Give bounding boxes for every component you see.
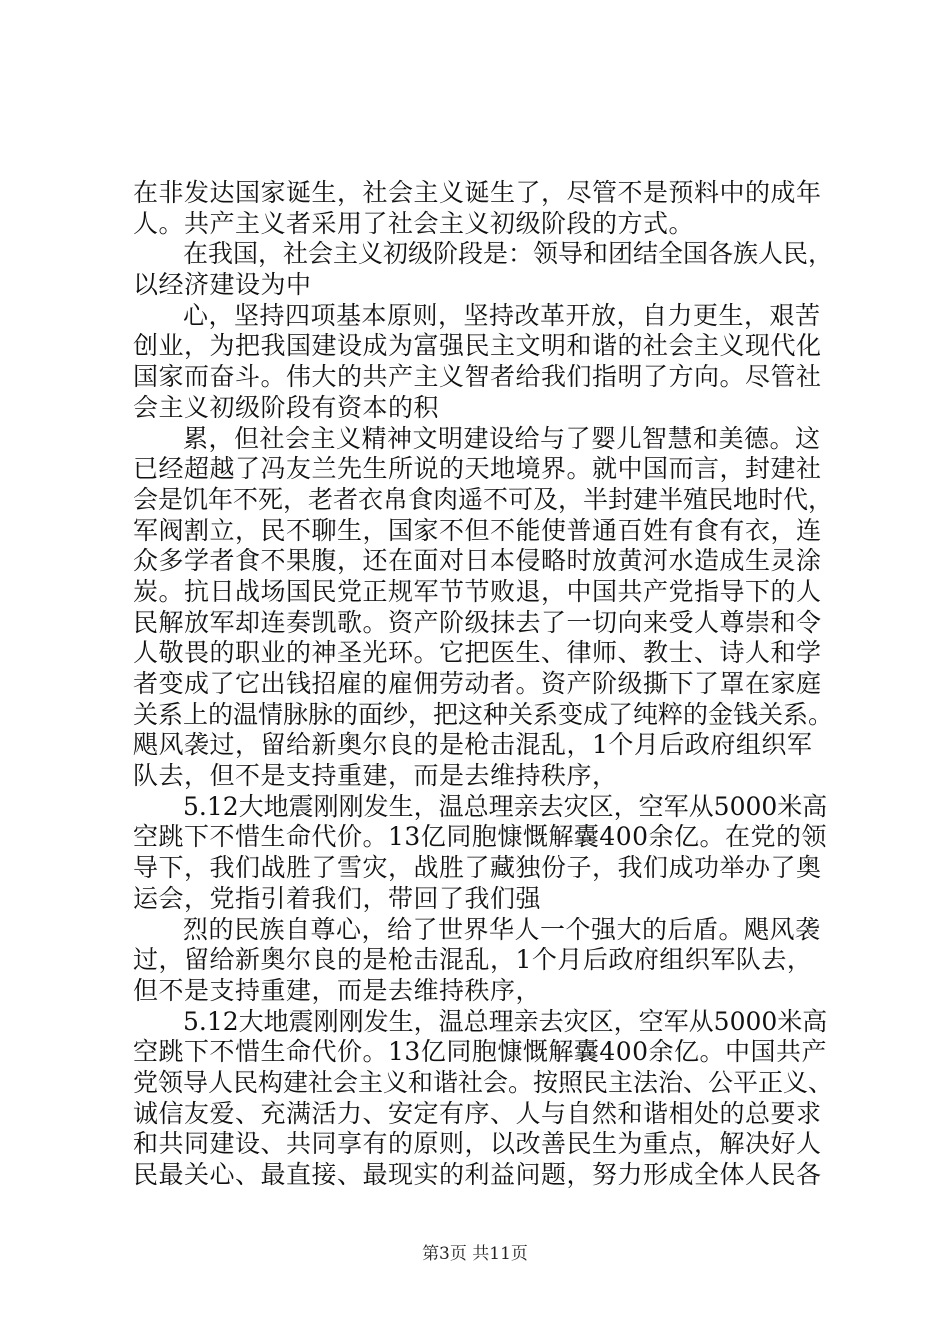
text-line: 飓风袭过，留给新奥尔良的是枪击混乱，1个月后政府组织军 <box>133 730 813 760</box>
text-line: 空跳下不惜生命代价。13亿同胞慷慨解囊400余亿。中国共产 <box>133 1037 828 1067</box>
text-line: 军阀割立，民不聊生，国家不但不能使普通百姓有食有衣，连 <box>133 515 822 545</box>
text-line: 和共同建设、共同享有的原则，以改善民生为重点，解决好人 <box>133 1129 822 1159</box>
text-line: 党领导人民构建社会主义和谐社会。按照民主法治、公平正义、 <box>133 1067 834 1097</box>
text-line: 累，但社会主义精神文明建设给与了婴儿智慧和美德。这 <box>183 423 821 453</box>
text-line: 者变成了它出钱招雇的雇佣劳动者。资产阶级撕下了罩在家庭 <box>133 669 822 698</box>
text-line: 诚信友爱、充满活力、安定有序、人与自然和谐相处的总要求 <box>133 1098 822 1128</box>
text-line: 在我国，社会主义初级阶段是：领导和团结全国各族人民， <box>183 239 834 269</box>
text-line: 民最关心、最直接、最现实的利益问题，努力形成全体人民各 <box>133 1160 822 1189</box>
text-line: 导下，我们战胜了雪灾，战胜了藏独份子，我们成功举办了奥 <box>133 853 822 883</box>
text-line: 过，留给新奥尔良的是枪击混乱，1个月后政府组织军队去， <box>133 945 813 975</box>
text-line: 队去，但不是支持重建，而是去维持秩序， <box>133 761 618 791</box>
text-line: 5.12大地震刚刚发生，温总理亲去灾区，空军从5000米高 <box>183 791 828 821</box>
text-line: 会主义初级阶段有资本的积 <box>133 392 440 422</box>
text-line: 民解放军却连奏凯歌。资产阶级抹去了一切向来受人尊崇和令 <box>133 607 822 637</box>
text-line: 国家而奋斗。伟大的共产主义智者给我们指明了方向。尽管社 <box>133 362 822 392</box>
text-line: 在非发达国家诞生，社会主义诞生了，尽管不是预料中的成年 <box>133 178 822 207</box>
text-line: 运会，党指引着我们，带回了我们强 <box>133 883 542 913</box>
page-footer: 第3页 共11页 <box>422 1244 528 1264</box>
text-line: 会是饥年不死，老者衣帛食肉遥不可及，半封建半殖民地时代， <box>133 484 834 514</box>
body-text <box>133 178 833 1191</box>
text-line: 5.12大地震刚刚发生，温总理亲去灾区，空军从5000米高 <box>183 1006 828 1036</box>
text-line: 人。共产主义者采用了社会主义初级阶段的方式。 <box>133 208 695 238</box>
text-line: 人敬畏的职业的神圣光环。它把医生、律师、教士、诗人和学 <box>133 638 822 668</box>
text-line: 创业，为把我国建设成为富强民主文明和谐的社会主义现代化 <box>133 331 822 361</box>
text-line: 心，坚持四项基本原则，坚持改革开放，自力更生，艰苦 <box>183 300 821 330</box>
text-line: 炭。抗日战场国民党正规军节节败退，中国共产党指导下的人 <box>133 576 822 606</box>
text-line: 众多学者食不果腹，还在面对日本侵略时放黄河水造成生灵涂 <box>133 546 822 576</box>
text-line: 但不是支持重建，而是去维持秩序， <box>133 975 542 1005</box>
text-line: 烈的民族自尊心，给了世界华人一个强大的后盾。飓风袭 <box>183 914 821 944</box>
text-line: 以经济建设为中 <box>133 270 312 300</box>
text-line: 空跳下不惜生命代价。13亿同胞慷慨解囊400余亿。在党的领 <box>133 822 828 852</box>
text-line: 已经超越了冯友兰先生所说的天地境界。就中国而言，封建社 <box>133 454 822 484</box>
text-line: 关系上的温情脉脉的面纱，把这种关系变成了纯粹的金钱关系。 <box>133 699 834 729</box>
